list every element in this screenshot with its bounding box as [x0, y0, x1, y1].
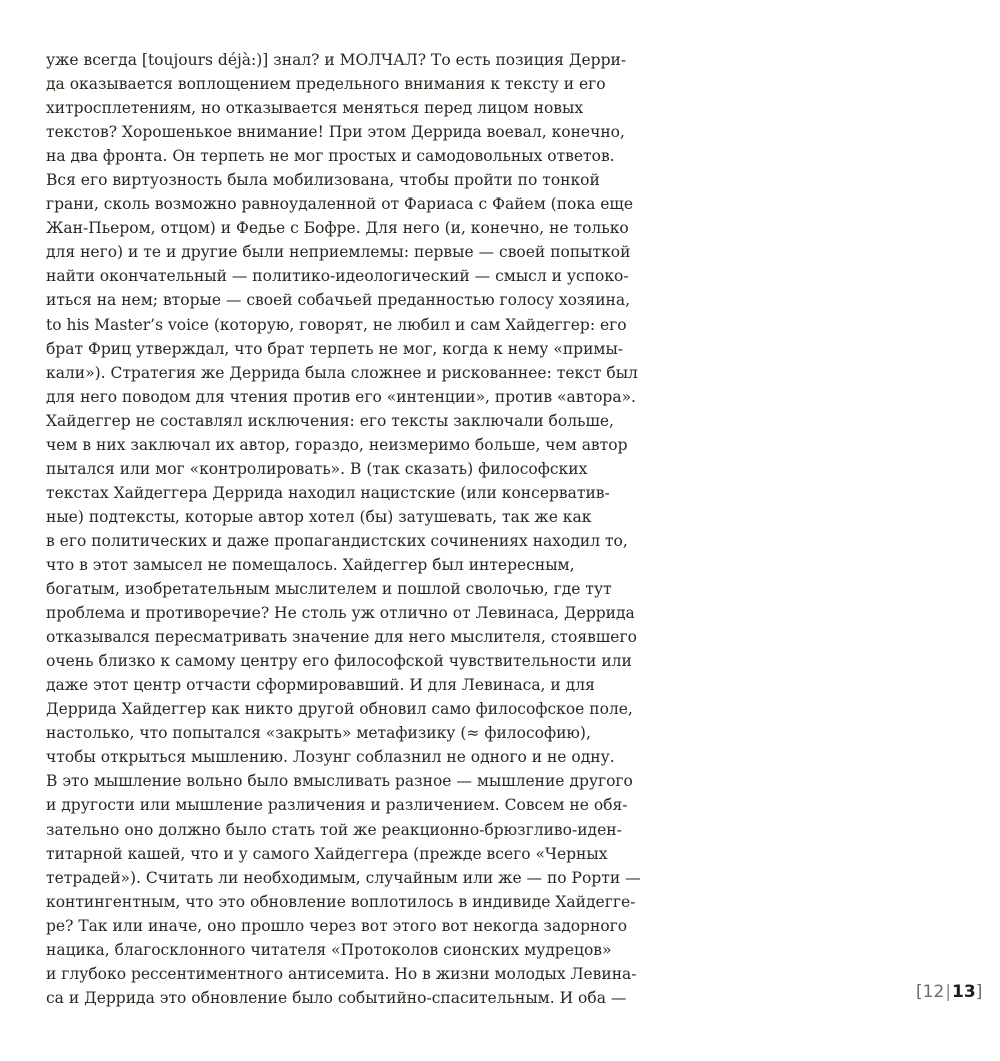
text-line: Жан-Пьером, отцом) и Федье с Бофре. Для него (и, конечно, не только: [46, 219, 629, 238]
text-line: зательно оно должно было стать той же реакционно-брюзгливо-иден-: [46, 820, 622, 839]
text-line: брат Фриц утверждал, что брат терпеть не мог, когда к нему «примы-: [46, 339, 624, 358]
page-number-right: 13: [952, 982, 976, 1002]
text-line: to his Master’s voice (которую, говорят, не любил и сам Хайдеггер: его: [46, 315, 627, 334]
page-number-open-bracket: [: [916, 982, 923, 1002]
text-line: кали»). Стратегия же Деррида была сложнее и рискованнее: текст был: [46, 363, 638, 382]
text-line: иться на нем; вторые — своей собачьей преданностью голосу хозяина,: [46, 291, 631, 310]
text-line: пытался или мог «контролировать». В (так сказать) философских: [46, 459, 588, 478]
page-number-separator: |: [945, 982, 952, 1002]
text-line: отказывался пересматривать значение для него мыслителя, стоявшего: [46, 628, 637, 647]
body-text: [46, 48, 666, 1010]
text-line: уже всегда [toujours déjà:)] знал? и МОЛЧАЛ? То есть позиция Дерри-: [46, 51, 627, 69]
text-line: тетрадей»). Считать ли необходимым, случайным или же — по Рорти —: [46, 868, 641, 887]
text-line: настолько, что попытался «закрыть» метафизику (≈ философию),: [46, 724, 591, 743]
text-line: В это мышление вольно было вмысливать разное — мышление другого: [46, 772, 633, 791]
text-line: грани, сколь возможно равноудаленной от Фариаса с Файем (пока еще: [46, 195, 633, 214]
text-line: чем в них заключал их автор, гораздо, неизмеримо больше, чем автор: [46, 435, 628, 454]
text-line: на два фронта. Он терпеть не мог простых и самодовольных ответов.: [46, 147, 615, 166]
text-line: и другости или мышление различения и различением. Совсем не обя-: [46, 796, 628, 815]
text-line: ре? Так или иначе, оно прошло через вот этого вот некогда задорного: [46, 916, 628, 935]
text-line: хитросплетениям, но отказывается меняться перед лицом новых: [46, 99, 584, 118]
text-line: найти окончательный — политико-идеологический — смысл и успоко-: [46, 267, 629, 286]
text-line: Деррида Хайдеггер как никто другой обновил само философское поле,: [46, 700, 633, 719]
text-line: что в этот замысел не помещалось. Хайдеггер был интересным,: [46, 555, 575, 574]
text-line: чтобы открыться мышлению. Лозунг соблазнил не одного и не одну.: [46, 748, 615, 767]
text-line: контингентным, что это обновление воплотилось в индивиде Хайдегге-: [46, 892, 636, 911]
text-line: титарной кашей, что и у самого Хайдеггера (прежде всего «Черных: [46, 844, 608, 863]
text-line: даже этот центр отчасти сформировавший. И для Левинаса, и для: [46, 676, 595, 695]
text-line: для него поводом для чтения против его «интенции», против «автора».: [46, 387, 636, 406]
text-line: очень близко к самому центру его философской чувствительности или: [46, 652, 632, 671]
text-line: са и Деррида это обновление было событийно-спасительным. И оба —: [46, 988, 627, 1007]
text-line: Хайдеггер не составлял исключения: его тексты заключали больше,: [46, 411, 614, 430]
text-line: нацика, благосклонного читателя «Протоколов сионских мудрецов»: [46, 940, 612, 959]
text-line: текстах Хайдеггера Деррида находил нацистские (или консерватив-: [46, 483, 610, 502]
page-number-close-bracket: ]: [975, 982, 983, 1002]
text-line: да оказывается воплощением предельного внимания к тексту и его: [46, 75, 606, 94]
text-line: для него) и те и другие были неприемлемы: первые — своей попыткой: [46, 243, 631, 262]
page-number-left: 12: [922, 982, 945, 1002]
text-line: и глубоко рессентиментного антисемита. Но в жизни молодых Левина-: [46, 964, 637, 983]
text-line: богатым, изобретательным мыслителем и пошлой сволочью, где тут: [46, 580, 612, 599]
text-line: проблема и противоречие? Не столь уж отлично от Левинаса, Деррида: [46, 604, 635, 623]
text-line: текстов? Хорошенькое внимание! При этом Деррида воевал, конечно,: [46, 123, 625, 142]
text-line: Вся его виртуозность была мобилизована, чтобы пройти по тонкой: [46, 171, 600, 190]
text-line: ные) подтексты, которые автор хотел (бы) затушевать, так же как: [46, 507, 592, 526]
page-number: [916, 982, 982, 1002]
text-line: в его политических и даже пропагандистских сочинениях находил то,: [46, 531, 628, 550]
